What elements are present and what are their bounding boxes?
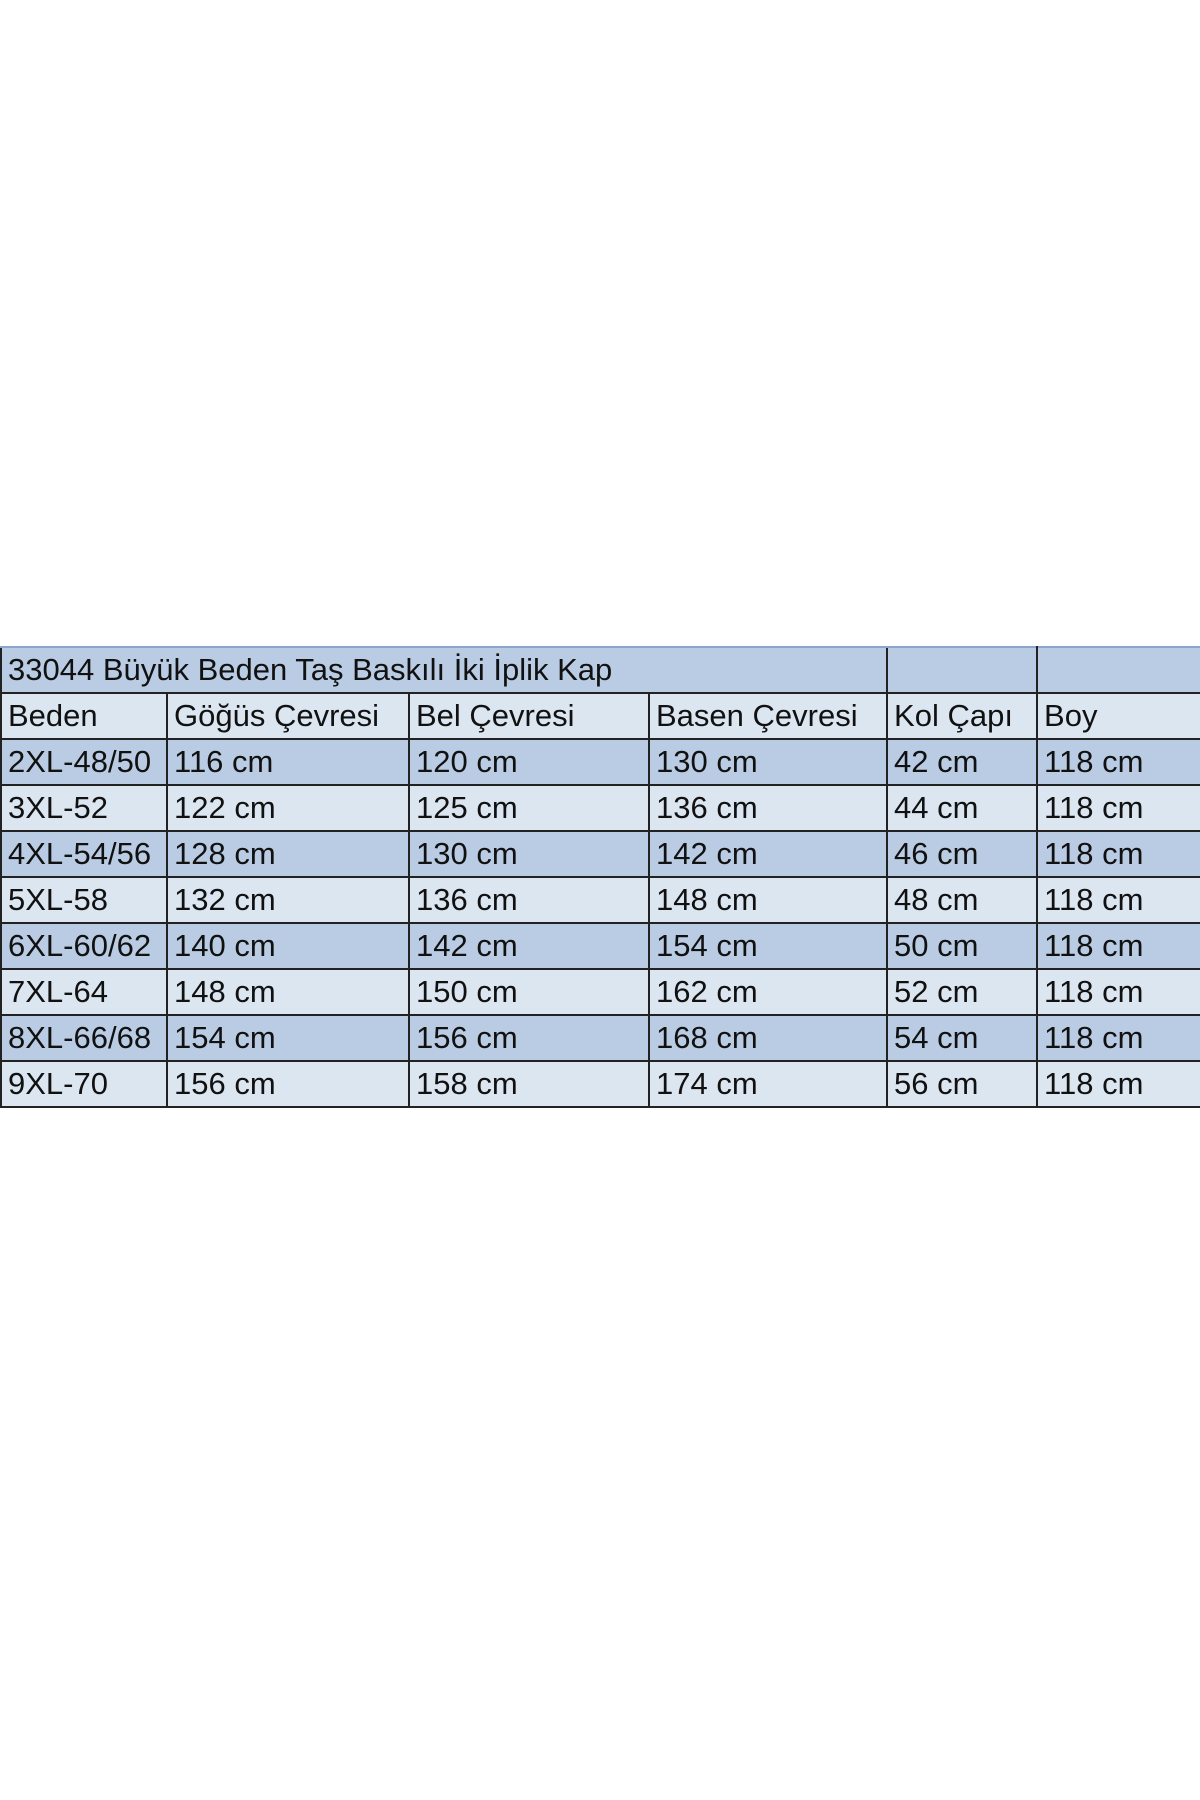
- cell-waist: 136 cm: [409, 877, 649, 923]
- cell-sleeve: 52 cm: [887, 969, 1037, 1015]
- cell-hip: 130 cm: [649, 739, 887, 785]
- title-row: [1, 647, 1200, 693]
- cell-size: 8XL-66/68: [1, 1015, 167, 1061]
- cell-waist: 156 cm: [409, 1015, 649, 1061]
- header-bel-cevresi: Bel Çevresi: [409, 693, 649, 739]
- cell-sleeve: 56 cm: [887, 1061, 1037, 1107]
- table-row: [1, 1061, 1200, 1107]
- header-basen-cevresi: Basen Çevresi: [649, 693, 887, 739]
- cell-sleeve: 44 cm: [887, 785, 1037, 831]
- cell-hip: 162 cm: [649, 969, 887, 1015]
- header-gogus-cevresi: Göğüs Çevresi: [167, 693, 409, 739]
- cell-chest: 132 cm: [167, 877, 409, 923]
- cell-waist: 150 cm: [409, 969, 649, 1015]
- cell-chest: 148 cm: [167, 969, 409, 1015]
- cell-sleeve: 48 cm: [887, 877, 1037, 923]
- cell-chest: 156 cm: [167, 1061, 409, 1107]
- cell-size: 3XL-52: [1, 785, 167, 831]
- table-row: [1, 831, 1200, 877]
- cell-waist: 125 cm: [409, 785, 649, 831]
- cell-length: 118 cm: [1037, 1061, 1200, 1107]
- header-beden: Beden: [1, 693, 167, 739]
- title-empty-cell: [1037, 647, 1200, 693]
- cell-waist: 130 cm: [409, 831, 649, 877]
- size-chart-table: [0, 646, 1200, 1108]
- cell-length: 118 cm: [1037, 739, 1200, 785]
- table-row: [1, 739, 1200, 785]
- cell-size: 2XL-48/50: [1, 739, 167, 785]
- cell-chest: 128 cm: [167, 831, 409, 877]
- header-row: [1, 693, 1200, 739]
- cell-sleeve: 54 cm: [887, 1015, 1037, 1061]
- cell-sleeve: 46 cm: [887, 831, 1037, 877]
- cell-length: 118 cm: [1037, 831, 1200, 877]
- cell-size: 9XL-70: [1, 1061, 167, 1107]
- cell-size: 7XL-64: [1, 969, 167, 1015]
- cell-waist: 142 cm: [409, 923, 649, 969]
- cell-chest: 116 cm: [167, 739, 409, 785]
- table-row: [1, 1015, 1200, 1061]
- cell-hip: 168 cm: [649, 1015, 887, 1061]
- cell-length: 118 cm: [1037, 923, 1200, 969]
- cell-hip: 136 cm: [649, 785, 887, 831]
- cell-hip: 174 cm: [649, 1061, 887, 1107]
- title-empty-cell: [887, 647, 1037, 693]
- cell-size: 6XL-60/62: [1, 923, 167, 969]
- cell-hip: 148 cm: [649, 877, 887, 923]
- cell-size: 4XL-54/56: [1, 831, 167, 877]
- header-kol-capi: Kol Çapı: [887, 693, 1037, 739]
- header-boy: Boy: [1037, 693, 1200, 739]
- cell-chest: 140 cm: [167, 923, 409, 969]
- cell-waist: 158 cm: [409, 1061, 649, 1107]
- table-row: [1, 785, 1200, 831]
- cell-length: 118 cm: [1037, 1015, 1200, 1061]
- cell-hip: 154 cm: [649, 923, 887, 969]
- table-row: [1, 969, 1200, 1015]
- cell-waist: 120 cm: [409, 739, 649, 785]
- cell-sleeve: 42 cm: [887, 739, 1037, 785]
- cell-length: 118 cm: [1037, 969, 1200, 1015]
- cell-chest: 154 cm: [167, 1015, 409, 1061]
- cell-sleeve: 50 cm: [887, 923, 1037, 969]
- cell-hip: 142 cm: [649, 831, 887, 877]
- cell-length: 118 cm: [1037, 877, 1200, 923]
- cell-chest: 122 cm: [167, 785, 409, 831]
- table-row: [1, 923, 1200, 969]
- cell-length: 118 cm: [1037, 785, 1200, 831]
- cell-size: 5XL-58: [1, 877, 167, 923]
- table-row: [1, 877, 1200, 923]
- table-title: 33044 Büyük Beden Taş Baskılı İki İplik Kap: [1, 647, 887, 693]
